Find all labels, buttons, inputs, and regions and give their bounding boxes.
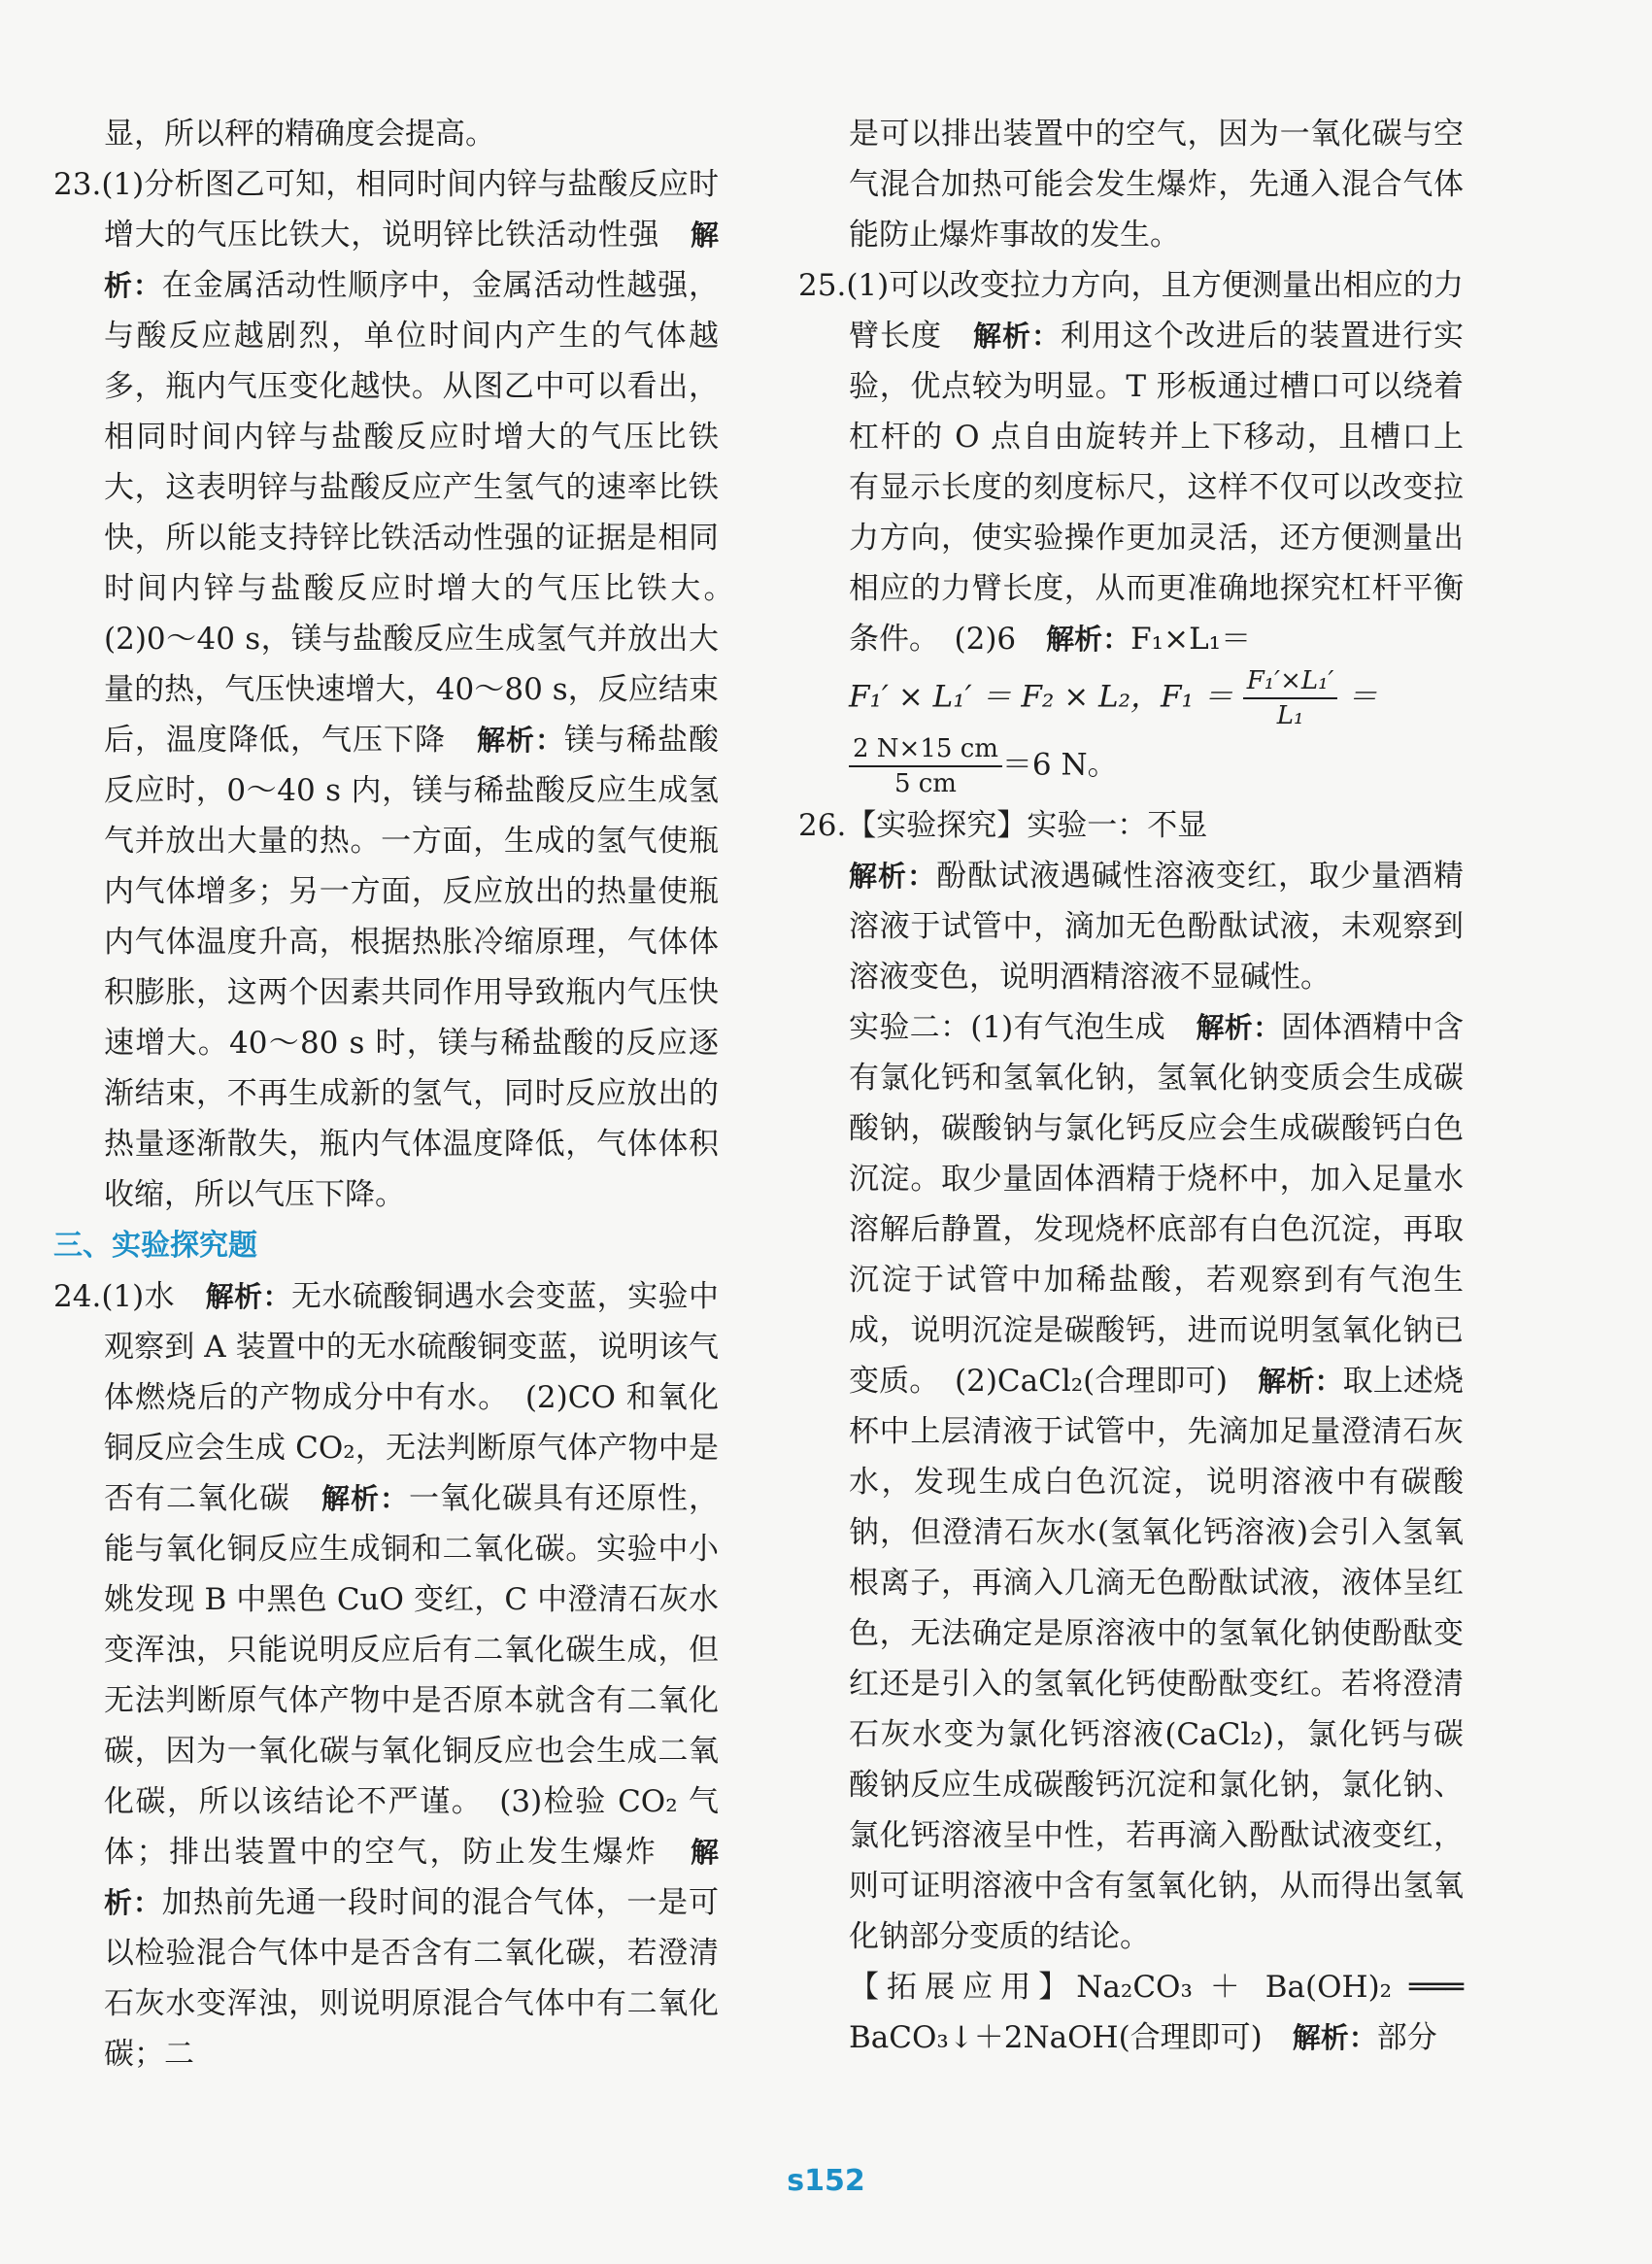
formula-line-1: F₁′ × L₁′ ＝ F₂ × L₂，F₁ ＝ $\frac{\text{F₁′×L₁′}}{\text{L₁}}$ ＝ [849,666,1378,730]
answer-23: 23.(1)分析图乙可知，相同时间内锌与盐酸反应时增大的气压比铁大，说明锌比铁活动性强 解析：在金属活动性顺序中，金属活动性越强，与酸反应越剧烈，单位时间内产生的气体越多，瓶内气压变化越快。从图乙中可以看出，相同时间内锌与盐酸反应时增大的气压比铁大，这表明锌与盐酸反应产生氢气的速率比铁快，所以能支持锌比铁活动性强的证据是相同时间内锌与盐酸反应时增大的气压比铁大。 (2)0～40 s，镁与盐酸反应生成氢气并放出大量的热，气压快速增大，40～80 s，反应结束后，温度降低，气压下降 解析：镁与稀盐酸反应时，0～40 s 内，镁与稀盐酸反应生成氢气并放出大量的热。一方面，生成的氢气使瓶内气体增多；另一方面，反应放出的热量使瓶内气体温度升高，根据热胀冷缩原理，气体体积膨胀，这两个因素共同作用导致瓶内气压快速增大。40～80 s 时，镁与稀盐酸的反应逐渐结束，不再生成新的氢气，同时反应放出的热量逐渐散失，瓶内气体温度降低，气体体积收缩，所以气压下降。 [53,167,720,1212]
analysis-label: 解析： [477,724,564,757]
analysis-label: 解析： [1046,623,1131,656]
page-number: s152 [787,2164,865,2198]
formula-line-2: $\frac{2 N\times 15 cm}{5 cm}$ ＝6 N。 [798,732,1464,800]
question-number: 25. [798,268,847,303]
right-column [798,109,1464,2063]
analysis-paragraph: 解析：酚酞试液遇碱性溶液变红，取少量酒精溶液于试管中，滴加无色酚酞试液，未观察到溶液变色，说明酒精溶液不显碱性。 [849,859,1464,995]
left-column [53,109,719,2079]
continuation-text: 显，所以秤的精确度会提高。 [104,117,495,152]
analysis-label: 解析： [205,1280,292,1313]
analysis-label: 解析： [1196,1011,1282,1044]
question-number: 24. [53,1279,102,1314]
analysis-label: 解析： [973,320,1061,353]
analysis-label: 解析： [104,1836,720,1919]
analysis-label: 解析： [321,1482,409,1515]
fraction: $\frac{\text{F₁′×L₁′}}{\text{L₁}}$ [1243,664,1338,732]
question-number: 23. [53,167,102,202]
answer-24: 24.(1)水 解析：无水硫酸铜遇水会变蓝，实验中观察到 A 装置中的无水硫酸铜变蓝，说明该气体燃烧后的产物成分中有水。 (2)CO 和氧化铜反应会生成 CO₂，无法判断原气体产物中是否有二氧化碳 解析：一氧化碳具有还原性，能与氧化铜反应生成铜和二氧化碳。实验中小姚发现 B 中黑色 CuO 变红，C 中澄清石灰水变浑浊，只能说明反应后有二氧化碳生成，但无法判断原气体产物中是否原本就含有二氧化碳，因为一氧化碳与氧化铜反应也会生成二氧化碳，所以该结论不严谨。 (3)检验 CO₂ 气体；排出装置中的空气，防止发生爆炸 解析：加热前先通一段时间的混合气体，一是可以检验混合气体中是否含有二氧化碳，若澄清石灰水变浑浊，则说明原混合气体中有二氧化碳；二 [53,1279,720,2072]
formula-part: F₁×L₁＝ [1130,622,1252,657]
analysis-label: 解析： [1292,2021,1377,2054]
question-number: 26. [798,808,847,843]
answer-26: 26.【实验探究】实验一：不显 [798,808,1208,843]
experiment-2-paragraph: 实验二：(1)有气泡生成 解析：固体酒精中含有氯化钙和氢氧化钠，氢氧化钠变质会生成碳酸钠，碳酸钠与氯化钙反应会生成碳酸钙白色沉淀。取少量固体酒精于烧杯中，加入足量水溶解后静置，发现烧杯底部有白色沉淀，再取沉淀于试管中加稀盐酸，若观察到有气泡生成，说明沉淀是碳酸钙，进而说明氢氧化钠已变质。 (2)CaCl₂(合理即可) 解析：取上述烧杯中上层清液于试管中，先滴加足量澄清石灰水，发现生成白色沉淀，说明溶液中有碳酸钠，但澄清石灰水(氢氧化钙溶液)会引入氢氧根离子，再滴入几滴无色酚酞试液，液体呈红色，无法确定是原溶液中的氢氧化钠使酚酞变红还是引入的氢氧化钙使酚酞变红。若将澄清石灰水变为氯化钙溶液(CaCl₂)，氯化钙与碳酸钠反应生成碳酸钙沉淀和氯化钠，氯化钠、氯化钙溶液呈中性，若再滴入酚酞试液变红，则可证明溶液中含有氢氧化钠，从而得出氢氧化钠部分变质的结论。 [849,1010,1465,1954]
continuation-text: 是可以排出装置中的空气，因为一氧化碳与空气混合加热可能会发生爆炸，先通入混合气体能防止爆炸事故的发生。 [849,117,1464,253]
section-heading: 三、实验探究题 [53,1229,257,1263]
fraction: $\frac{2 N\times 15 cm}{5 cm}$ [849,732,1002,800]
extension-paragraph: 【拓展应用】Na₂CO₃ ＋ Ba(OH)₂ ═══ BaCO₃↓＋2NaOH(合理即可) 解析：部分 [849,1970,1464,2055]
analysis-label: 解析： [1258,1365,1343,1398]
analysis-label: 解析： [849,860,936,893]
answer-25: 25.(1)可以改变拉力方向，且方便测量出相应的力臂长度 解析：利用这个改进后的装置进行实验，优点较为明显。T 形板通过槽口可以绕着杠杆的 O 点自由旋转并上下移动，且槽口上有显示长度的刻度标尺，这样不仅可以改变拉力方向，使实验操作更加灵活，还方便测量出相应的力臂长度，从而更准确地探究杠杆平衡条件。 (2)6 解析：F₁×L₁＝ [798,268,1464,657]
analysis-label: 解析： [104,219,720,302]
